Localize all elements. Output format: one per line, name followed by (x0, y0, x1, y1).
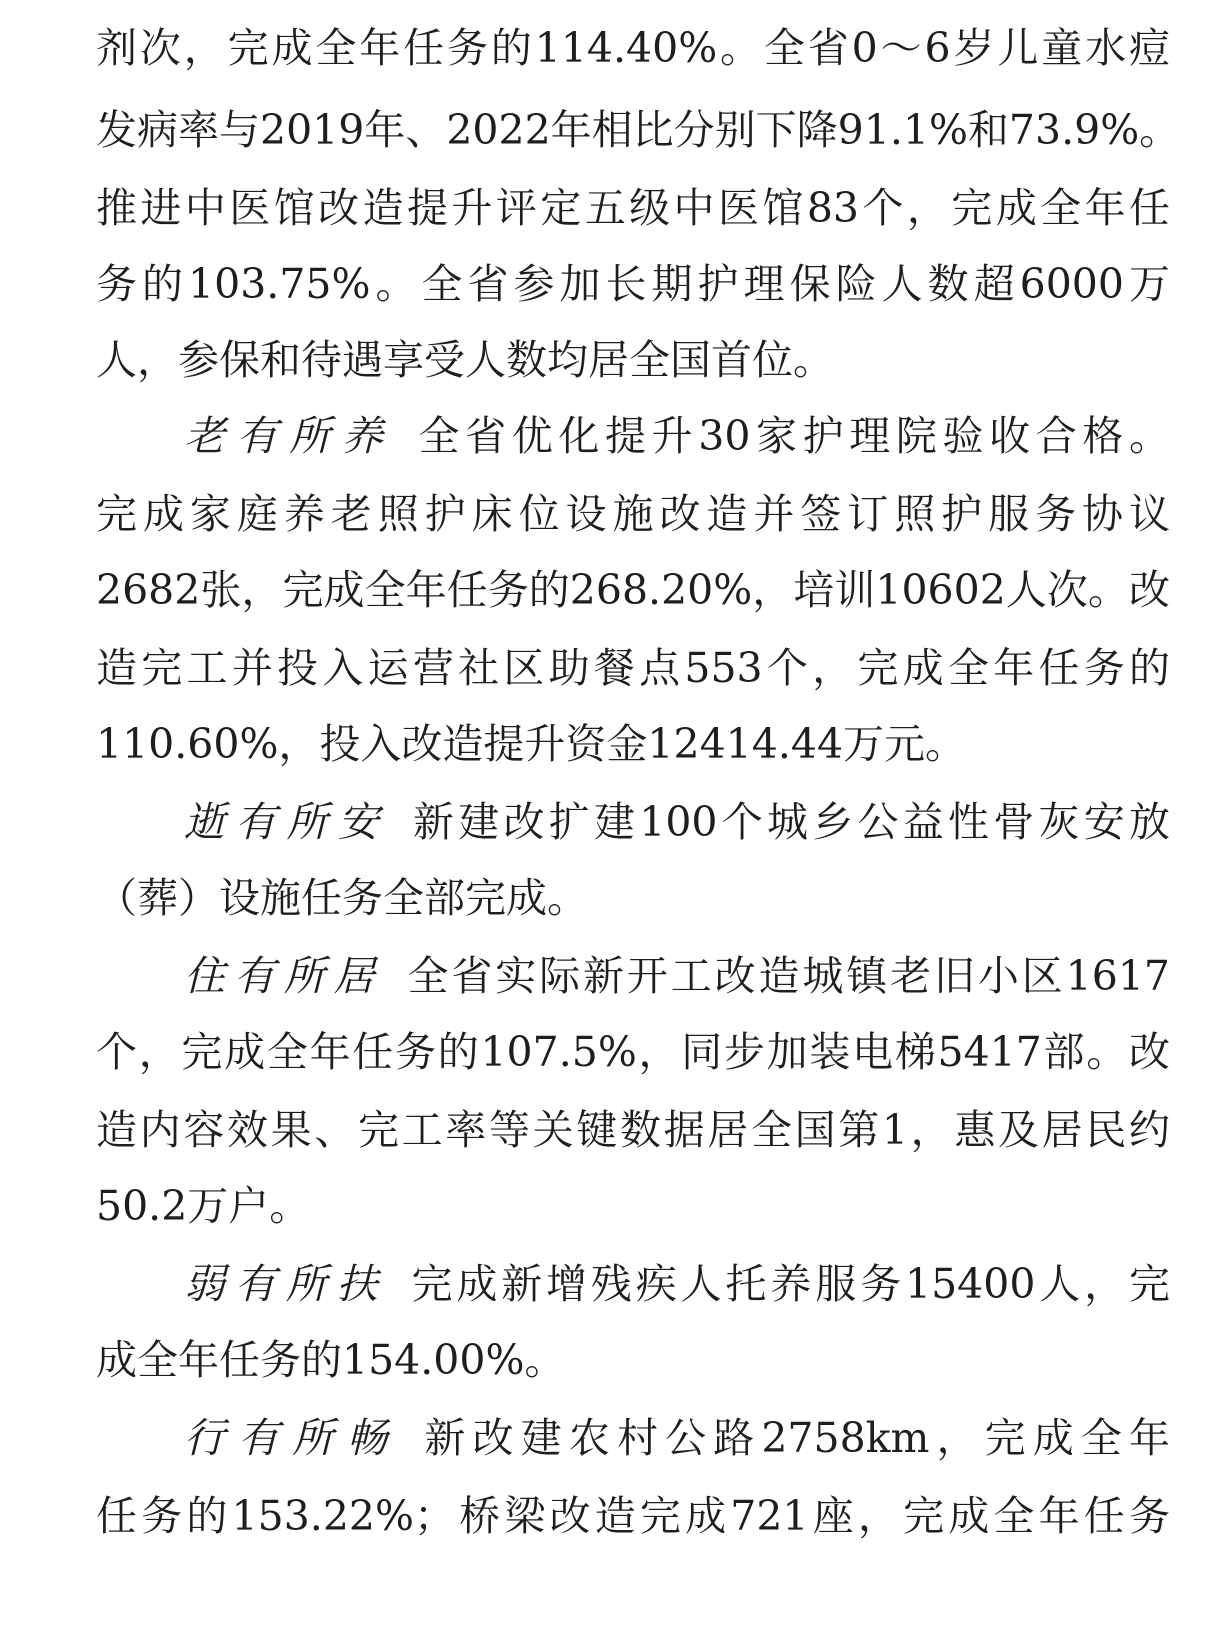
text-line: 推进中医馆改造提升评定五级中医馆83个，完成全年任 (96, 184, 1170, 232)
section-keyword: 老有所养 (184, 412, 395, 460)
text-line: 造完工并投入运营社区助餐点553个，完成全年任务的 (96, 644, 1170, 692)
text-run: 全省实际新开工改造城镇老旧小区1617 (407, 952, 1171, 1000)
text-line: 完成家庭养老照护床位设施改造并签订照护服务协议 (96, 490, 1170, 538)
text-line: 剂次，完成全年任务的114.40%。全省0～6岁儿童水痘 (96, 24, 1170, 72)
text-run: 新改建农村公路2758km，完成全年 (424, 1414, 1170, 1462)
text-line: （葬）设施任务全部完成。 (96, 874, 588, 922)
text-run: 完成新增残疾人托养服务15400人，完 (411, 1260, 1170, 1308)
paragraph-first-line (96, 936, 1170, 1016)
paragraph-first-line (96, 1244, 1170, 1324)
text-line: 发病率与2019年、2022年相比分别下降91.1%和73.9%。 (96, 106, 1181, 154)
text-line: 110.60%，投入改造提升资金12414.44万元。 (96, 720, 967, 768)
section-keyword: 行有所畅 (184, 1414, 401, 1462)
paragraph-first-line (96, 1398, 1170, 1478)
section-keyword: 弱有所扶 (184, 1260, 388, 1308)
text-run: 新建改扩建100个城乡公益性骨灰安放 (413, 798, 1170, 846)
text-line: 个，完成全年任务的107.5%，同步加装电梯5417部。改 (96, 1028, 1170, 1076)
text-line: 2682张，完成全年任务的268.20%，培训10602人次。改 (96, 566, 1170, 614)
paragraph-first-line (96, 782, 1170, 862)
text-line: 成全年任务的154.00%。 (96, 1336, 566, 1384)
text-line: 务的103.75%。全省参加长期护理保险人数超6000万 (96, 260, 1170, 308)
section-keyword: 逝有所安 (184, 798, 389, 846)
text-line: 造内容效果、完工率等关键数据居全国第1，惠及居民约 (96, 1106, 1170, 1154)
text-line: 人，参保和待遇享受人数均居全国首位。 (96, 336, 834, 384)
text-line: 任务的153.22%；桥梁改造完成721座，完成全年任务 (96, 1492, 1170, 1540)
paragraph-first-line (96, 396, 1170, 476)
document-page (96, 0, 1181, 1642)
text-run: 全省优化提升30家护理院验收合格。 (418, 412, 1171, 460)
section-keyword: 住有所居 (184, 952, 384, 1000)
text-line: 50.2万户。 (96, 1182, 311, 1230)
